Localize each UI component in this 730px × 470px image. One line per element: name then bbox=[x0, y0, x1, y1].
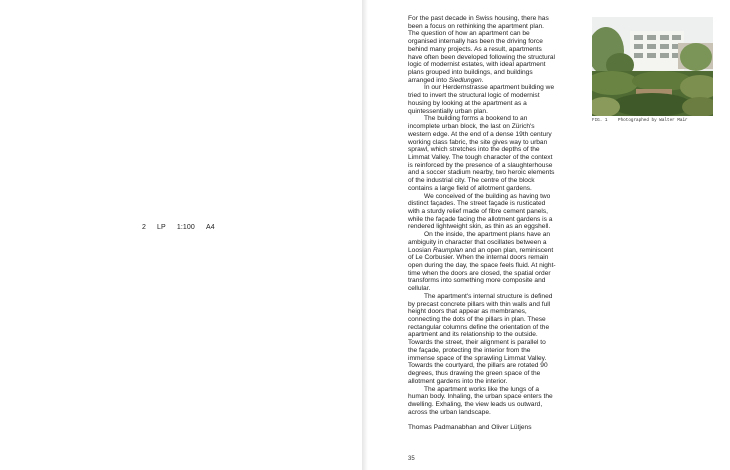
intro-end: . bbox=[481, 76, 484, 84]
page-number: 35 bbox=[408, 456, 415, 462]
figure-number: FIG. 1 bbox=[592, 118, 608, 123]
drawing-spec-line bbox=[142, 224, 224, 231]
p5-text-a: On the inside, the apartment plans have an ambiguity in character that oscillates between a Loosian bbox=[408, 231, 551, 254]
paragraph-3: The building forms a bookend to an incomplete urban block, the last on Zürich's western edge. At the end of a dense 19th century working class fabric, the site gives way to urban sprawl, which stretches into the depths of the Limmat Valley. The tough character of the context is reinforced by the presence of a slaughterhouse and a soccer stadium nearby, two heroic elements of the industrial city. The centre of the block contains a large field of allotment gardens. bbox=[408, 115, 555, 192]
intro-italic-term: Siedlungen bbox=[448, 76, 482, 84]
photo-illustration bbox=[592, 17, 713, 116]
article-authors: Thomas Padmanabhan and Oliver Lütjens bbox=[408, 424, 532, 432]
spec-paper-size: A4 bbox=[205, 224, 215, 231]
left-page bbox=[0, 0, 362, 470]
paragraph-6: The apartment's internal structure is defined by precast concrete pillars with thin walls and full height doors that appear as membranes, connecting the dots of the pillars in plan. These rectangular columns define the orientation of the apartment and its relationship to the outside. Towards the street, their alignment is parallel to the façade, protecting the interior from the immense space of the sprawling Limmat Valley. Towards the courtyard, the pillars are rotated 90 degrees, thus drawing the green space of the allotment gardens into the interior. bbox=[408, 292, 553, 385]
building-photograph bbox=[592, 17, 713, 116]
p5-italic-term: Raumplan bbox=[432, 246, 464, 254]
spec-scale: 1:100 bbox=[176, 224, 195, 231]
article-body bbox=[408, 15, 556, 432]
paragraph-4: We conceived of the building as having two distinct façades. The street façade is rusticated with a sturdy relief made of fibre cement panels, while the façade facing the allotment gardens is a rendered lightweight skin, as thin as an eggshell. bbox=[408, 192, 553, 231]
paragraph-2: In our Herdernstrasse apartment building we tried to invert the structural logic of modernist housing by looking at the apartment as a quintessentially urban plan. bbox=[408, 84, 555, 115]
figure-credit: Photographed by Walter Mair bbox=[618, 118, 688, 123]
paragraph-5 bbox=[408, 231, 556, 293]
p5-text-b: and an open plan, reminiscent of Le Corbusier. When the internal doors remain open during the day, the space feels fluid. At night-time when the doors are closed, the spatial order transforms into something more composite and cellular. bbox=[408, 246, 556, 293]
figure-caption bbox=[592, 118, 722, 123]
spec-sheet-number: 2 bbox=[142, 224, 146, 231]
intro-text: For the past decade in Swiss housing, there has been a focus on rethinking the apartment plan. The question of how an apartment can be organised internally has been the driving force behind many projects. As a result, apartments have often been developed following the structural logic of modernist estates, with ideal apartment plans grouped into buildings, and buildings arranged into bbox=[408, 15, 555, 84]
paragraph-intro bbox=[408, 15, 556, 84]
spec-type: LP bbox=[157, 224, 166, 231]
paragraph-7: The apartment works like the lungs of a human body. Inhaling, the urban space enters the dwelling. Exhaling, the view leads us outward, across the urban landscape. bbox=[408, 385, 553, 416]
